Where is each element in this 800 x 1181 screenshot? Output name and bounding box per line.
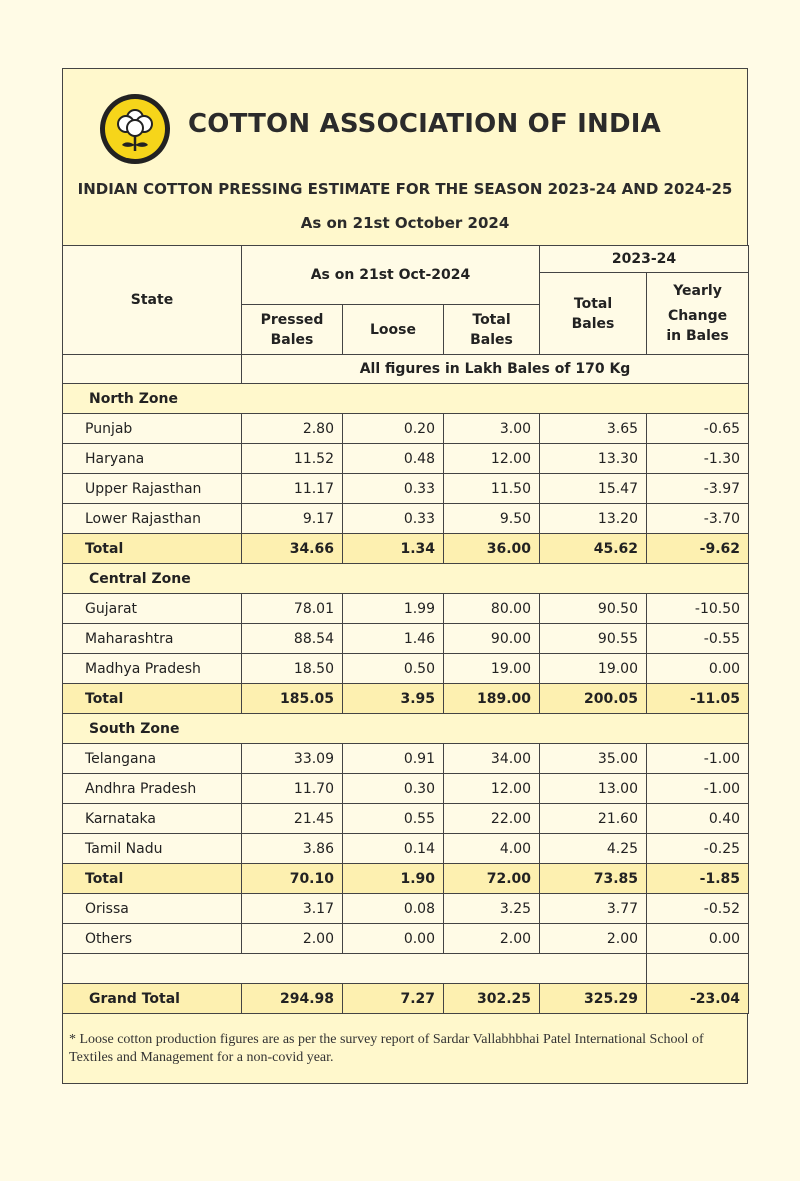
- cell-prev-total: 19.00: [540, 654, 647, 684]
- report-date: As on 21st October 2024: [300, 214, 510, 232]
- cell-loose: 0.33: [343, 474, 444, 504]
- table-row: [63, 834, 749, 864]
- cell-prev-total: 3.65: [540, 414, 647, 444]
- cell-pressed: 70.10: [242, 864, 343, 894]
- row-label: Andhra Pradesh: [63, 774, 242, 804]
- cell-change: -0.52: [647, 894, 749, 924]
- previous-total-bales-header: Total Bales: [540, 273, 647, 355]
- cell-change: 0.40: [647, 804, 749, 834]
- cell-change: 0.00: [647, 654, 749, 684]
- cell-total: 11.50: [444, 474, 540, 504]
- row-label: Lower Rajasthan: [63, 504, 242, 534]
- cell-total: 22.00: [444, 804, 540, 834]
- cell-prev-total: 3.77: [540, 894, 647, 924]
- cell-total: 12.00: [444, 444, 540, 474]
- cell-change: -11.05: [647, 684, 749, 714]
- cell-loose: 0.91: [343, 744, 444, 774]
- table-row: [63, 624, 749, 654]
- cell-total: 72.00: [444, 864, 540, 894]
- row-label: Madhya Pradesh: [63, 654, 242, 684]
- cell-prev-total: 325.29: [540, 984, 647, 1014]
- cell-loose: 0.55: [343, 804, 444, 834]
- row-label: Orissa: [63, 894, 242, 924]
- cell-prev-total: 73.85: [540, 864, 647, 894]
- cell-change: -3.97: [647, 474, 749, 504]
- cell-total: 2.00: [444, 924, 540, 954]
- cell-prev-total: 13.30: [540, 444, 647, 474]
- current-season-group-header: As on 21st Oct-2024: [242, 246, 540, 305]
- cell-prev-total: 13.00: [540, 774, 647, 804]
- cell-total: 3.25: [444, 894, 540, 924]
- cell-pressed: 185.05: [242, 684, 343, 714]
- zone-total-row: [63, 534, 749, 564]
- row-label: Total: [63, 864, 242, 894]
- cell-pressed: 33.09: [242, 744, 343, 774]
- zone-total-row: [63, 864, 749, 894]
- cell-loose: 1.34: [343, 534, 444, 564]
- table-row: [63, 774, 749, 804]
- grand-total-row: [63, 984, 749, 1014]
- cell-prev-total: 4.25: [540, 834, 647, 864]
- cell-pressed: 21.45: [242, 804, 343, 834]
- estimate-table: [62, 245, 749, 1014]
- cell-prev-total: 90.55: [540, 624, 647, 654]
- cell-loose: 0.00: [343, 924, 444, 954]
- cell-change: -23.04: [647, 984, 749, 1014]
- cell-total: 34.00: [444, 744, 540, 774]
- cell-loose: 1.90: [343, 864, 444, 894]
- cell-pressed: 11.17: [242, 474, 343, 504]
- cell-change: -0.25: [647, 834, 749, 864]
- cell-loose: 0.33: [343, 504, 444, 534]
- cell-prev-total: 21.60: [540, 804, 647, 834]
- table-row: [63, 504, 749, 534]
- cell-loose: 0.08: [343, 894, 444, 924]
- yearly-change-header: Yearly Change in Bales: [647, 273, 749, 355]
- cell-total: 19.00: [444, 654, 540, 684]
- row-label: Haryana: [63, 444, 242, 474]
- cell-loose: 0.14: [343, 834, 444, 864]
- report-header: [63, 69, 747, 245]
- cell-change: -1.85: [647, 864, 749, 894]
- cell-prev-total: 200.05: [540, 684, 647, 714]
- table-row: [63, 654, 749, 684]
- row-label: Gujarat: [63, 594, 242, 624]
- organization-name: COTTON ASSOCIATION OF INDIA: [188, 109, 661, 139]
- cell-pressed: 2.00: [242, 924, 343, 954]
- cell-change: -0.55: [647, 624, 749, 654]
- cell-pressed: 88.54: [242, 624, 343, 654]
- zone-title: Central Zone: [63, 564, 749, 594]
- previous-season-group-header: 2023-24: [540, 246, 749, 273]
- cell-total: 189.00: [444, 684, 540, 714]
- cell-change: -0.65: [647, 414, 749, 444]
- cell-pressed: 294.98: [242, 984, 343, 1014]
- zone-title: South Zone: [63, 714, 749, 744]
- report-sheet: [62, 68, 748, 1084]
- cell-total: 80.00: [444, 594, 540, 624]
- table-body: [63, 384, 749, 1014]
- cell-pressed: 2.80: [242, 414, 343, 444]
- loose-header: Loose: [343, 305, 444, 355]
- cell-pressed: 34.66: [242, 534, 343, 564]
- cell-loose: 0.48: [343, 444, 444, 474]
- cell-total: 90.00: [444, 624, 540, 654]
- zone-header-row: [63, 714, 749, 744]
- table-row: [63, 414, 749, 444]
- table-row: [63, 894, 749, 924]
- cell-change: -9.62: [647, 534, 749, 564]
- cell-change: 0.00: [647, 924, 749, 954]
- cell-pressed: 3.86: [242, 834, 343, 864]
- current-total-bales-header: Total Bales: [444, 305, 540, 355]
- row-label: Upper Rajasthan: [63, 474, 242, 504]
- cell-prev-total: 90.50: [540, 594, 647, 624]
- cell-loose: 1.99: [343, 594, 444, 624]
- cell-total: 302.25: [444, 984, 540, 1014]
- cell-change: -1.00: [647, 744, 749, 774]
- row-label: Total: [63, 684, 242, 714]
- cell-change: -1.00: [647, 774, 749, 804]
- cell-loose: 0.30: [343, 774, 444, 804]
- cell-pressed: 78.01: [242, 594, 343, 624]
- cell-pressed: 9.17: [242, 504, 343, 534]
- cell-pressed: 11.70: [242, 774, 343, 804]
- cell-total: 12.00: [444, 774, 540, 804]
- cell-prev-total: 15.47: [540, 474, 647, 504]
- cell-loose: 7.27: [343, 984, 444, 1014]
- zone-header-row: [63, 564, 749, 594]
- row-label: Karnataka: [63, 804, 242, 834]
- cell-loose: 1.46: [343, 624, 444, 654]
- cell-total: 4.00: [444, 834, 540, 864]
- cell-prev-total: 2.00: [540, 924, 647, 954]
- cell-pressed: 18.50: [242, 654, 343, 684]
- cell-change: -1.30: [647, 444, 749, 474]
- state-column-header: State: [63, 246, 242, 355]
- zone-header-row: [63, 384, 749, 414]
- pressed-bales-header: Pressed Bales: [242, 305, 343, 355]
- cell-loose: 0.50: [343, 654, 444, 684]
- units-note: All figures in Lakh Bales of 170 Kg: [242, 355, 749, 384]
- cotton-boll-icon: [100, 94, 170, 164]
- cell-pressed: 3.17: [242, 894, 343, 924]
- row-label: Others: [63, 924, 242, 954]
- zone-title: North Zone: [63, 384, 749, 414]
- cell-loose: 3.95: [343, 684, 444, 714]
- cell-prev-total: 13.20: [540, 504, 647, 534]
- cell-loose: 0.20: [343, 414, 444, 444]
- row-label: Maharashtra: [63, 624, 242, 654]
- table-row: [63, 744, 749, 774]
- spacer-row: [63, 954, 749, 984]
- row-label: Punjab: [63, 414, 242, 444]
- table-row: [63, 924, 749, 954]
- cell-total: 36.00: [444, 534, 540, 564]
- table-row: [63, 474, 749, 504]
- report-title: INDIAN COTTON PRESSING ESTIMATE FOR THE SEASON 2023-24 AND 2024-25: [77, 180, 733, 198]
- row-label: Total: [63, 534, 242, 564]
- table-row: [63, 444, 749, 474]
- cell-change: -3.70: [647, 504, 749, 534]
- zone-total-row: [63, 684, 749, 714]
- cell-prev-total: 35.00: [540, 744, 647, 774]
- cell-total: 9.50: [444, 504, 540, 534]
- table-row: [63, 594, 749, 624]
- row-label: Telangana: [63, 744, 242, 774]
- table-row: [63, 804, 749, 834]
- footnote: * Loose cotton production figures are as per the survey report of Sardar Vallabhbhai Patel International School of Textiles and Management for a non-covid year.: [69, 1032, 704, 1065]
- cell-prev-total: 45.62: [540, 534, 647, 564]
- cell-change: -10.50: [647, 594, 749, 624]
- cell-total: 3.00: [444, 414, 540, 444]
- cell-pressed: 11.52: [242, 444, 343, 474]
- row-label: Tamil Nadu: [63, 834, 242, 864]
- row-label: Grand Total: [63, 984, 242, 1014]
